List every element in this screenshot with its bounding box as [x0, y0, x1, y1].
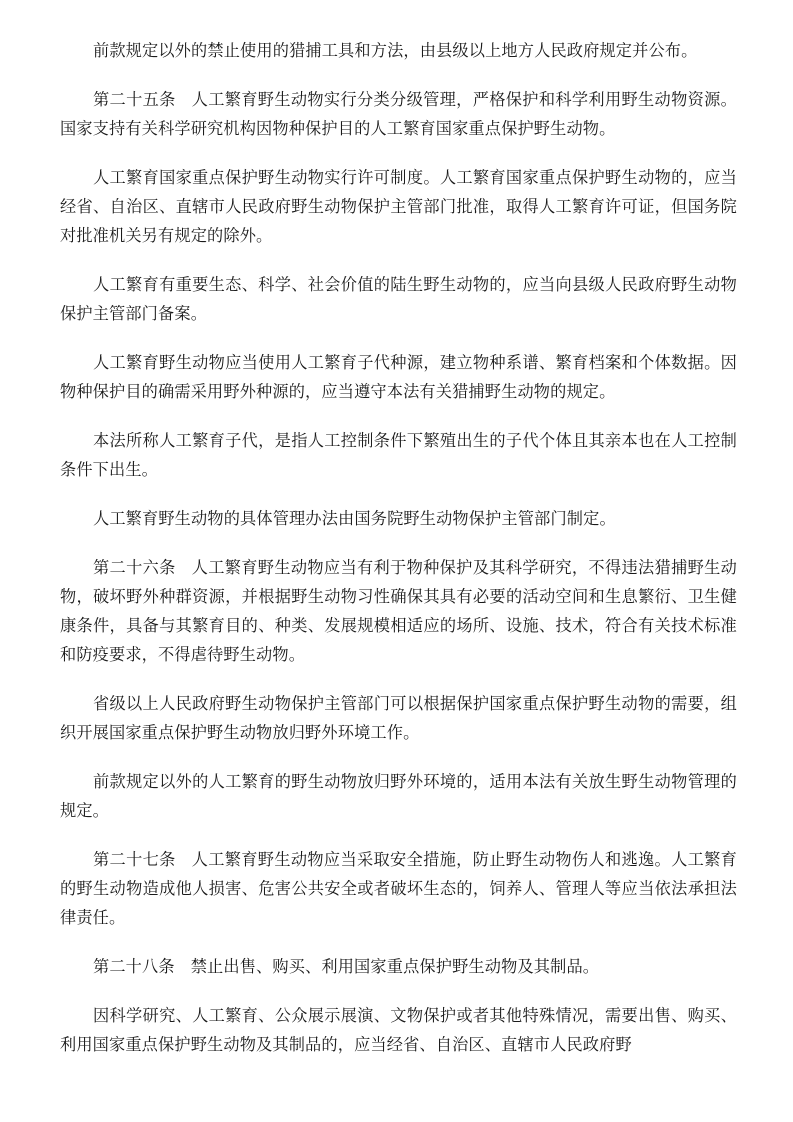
- paragraph-9: [60, 689, 737, 747]
- paragraph-text: 省级以上人民政府野生动物保护主管部门可以根据保护国家重点保护野生动物的需要，组织开展国家重点保护野生动物放归野外环境工作。: [60, 694, 737, 742]
- article-number: 第二十五条: [93, 90, 176, 109]
- article-28: [60, 952, 737, 981]
- article-number: 第二十八条: [93, 957, 175, 976]
- paragraph-text: 人工繁育野生动物的具体管理办法由国务院野生动物保护主管部门制定。: [93, 509, 616, 528]
- paragraph-5: [60, 348, 737, 406]
- paragraph-text: 人工繁育野生动物应当使用人工繁育子代种源，建立物种系谱、繁育档案和个体数据。因物种保护目的确需采用野外种源的，应当遵守本法有关猎捕野生动物的规定。: [60, 353, 737, 401]
- paragraph-text: 因科学研究、人工繁育、公众展示展演、文物保护或者其他特殊情况，需要出售、购买、利用国家重点保护野生动物及其制品的，应当经省、自治区、直辖市人民政府野: [60, 1006, 737, 1054]
- article-27: [60, 845, 737, 932]
- article-25: [60, 85, 737, 143]
- paragraph-text: 禁止出售、购买、利用国家重点保护野生动物及其制品。: [190, 957, 600, 976]
- article-number: 第二十七条: [93, 850, 176, 869]
- paragraph-text: 人工繁育野生动物应当采取安全措施，防止野生动物伤人和逃逸。人工繁育的野生动物造成他人损害、危害公共安全或者破坏生态的，饲养人、管理人等应当依法承担法律责任。: [60, 850, 737, 927]
- paragraph-7: [60, 504, 737, 533]
- paragraph-13: [60, 1001, 737, 1059]
- paragraph-text: 人工繁育国家重点保护野生动物实行许可制度。人工繁育国家重点保护野生动物的，应当经省、自治区、直辖市人民政府野生动物保护主管部门批准，取得人工繁育许可证，但国务院对批准机关另有规定的除外。: [60, 168, 737, 245]
- paragraph-1: [60, 36, 737, 65]
- article-number: 第二十六条: [93, 558, 176, 577]
- paragraph-text: 本法所称人工繁育子代，是指人工控制条件下繁殖出生的子代个体且其亲本也在人工控制条件下出生。: [60, 431, 737, 479]
- paragraph-4: [60, 270, 737, 328]
- article-26: [60, 553, 737, 669]
- paragraph-6: [60, 426, 737, 484]
- paragraph-text: 前款规定以外的人工繁育的野生动物放归野外环境的，适用本法有关放生野生动物管理的规定。: [60, 772, 737, 820]
- paragraph-text: 人工繁育有重要生态、科学、社会价值的陆生野生动物的，应当向县级人民政府野生动物保护主管部门备案。: [60, 275, 737, 323]
- paragraph-text: 人工繁育野生动物应当有利于物种保护及其科学研究，不得违法猎捕野生动物，破坏野外种群资源，并根据野生动物习性确保其具有必要的活动空间和生息繁衍、卫生健康条件，具备与其繁育目的、种类、发展规模相适应的场所、设施、技术，符合有关技术标准和防疫要求，不得虐待野生动物。: [60, 558, 737, 664]
- paragraph-3: [60, 163, 737, 250]
- paragraph-10: [60, 767, 737, 825]
- paragraph-text: 前款规定以外的禁止使用的猎捕工具和方法，由县级以上地方人民政府规定并公布。: [93, 41, 698, 60]
- paragraph-text: 人工繁育野生动物实行分类分级管理，严格保护和科学利用野生动物资源。国家支持有关科学研究机构因物种保护目的人工繁育国家重点保护野生动物。: [60, 90, 737, 138]
